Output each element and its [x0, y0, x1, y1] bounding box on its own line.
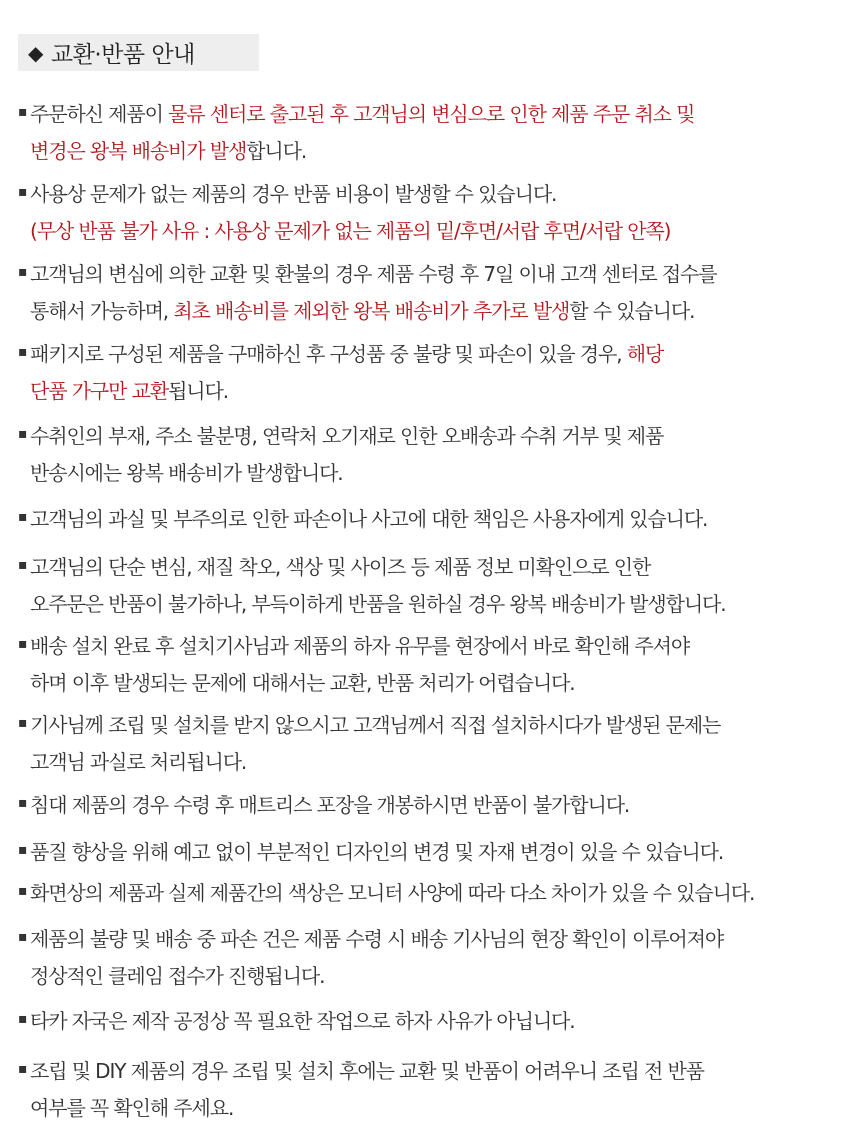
notice-line: 고객님의 과실 및 부주의로 인한 파손이나 사고에 대한 책임은 사용자에게 있습니다.	[30, 507, 708, 531]
bullet-icon: ▪	[18, 426, 27, 442]
notice-highlight: 단품 가구만 교환	[30, 379, 169, 403]
notice-item	[18, 549, 860, 623]
notice-item	[18, 96, 860, 170]
notice-line: 타카 자국은 제작 공정상 꼭 필요한 작업으로 하자 사유가 아닙니다.	[30, 1009, 575, 1033]
notice-item	[18, 501, 860, 538]
bullet-icon: ▪	[18, 557, 27, 573]
bullet-icon: ▪	[18, 842, 27, 858]
notice-line: 배송 설치 완료 후 설치기사님과 제품의 하자 유무를 현장에서 바로 확인해 주셔야	[30, 634, 690, 658]
notice-item	[18, 1053, 860, 1127]
notice-item	[18, 336, 860, 410]
notice-line: 기사님께 조립 및 설치를 받지 않으시고 고객님께서 직접 설치하시다가 발생된 문제는	[30, 713, 721, 737]
notice-line: 제품의 불량 및 배송 중 파손 건은 제품 수령 시 배송 기사님의 현장 확인이 이루어져야	[30, 927, 724, 951]
notice-line	[18, 373, 860, 410]
notice-line: 고객님 과실로 처리됩니다.	[30, 750, 247, 774]
section-title-text: 교환·반품 안내	[50, 42, 195, 68]
notice-item	[18, 787, 860, 824]
bullet-icon: ▪	[18, 264, 27, 280]
bullet-icon: ▪	[18, 929, 27, 945]
notice-item	[18, 834, 860, 871]
notice-line	[18, 176, 860, 213]
notice-text: 고객님의 변심에 의한 교환 및 환불의 경우 제품 수령 후 7일 이내 고객 센터로 접수를	[30, 262, 717, 286]
notice-line	[18, 96, 860, 133]
notice-item	[18, 921, 860, 995]
bullet-icon: ▪	[18, 883, 27, 899]
notice-line: 화면상의 제품과 실제 제품간의 색상은 모니터 사양에 따라 다소 차이가 있을 수 있습니다.	[30, 881, 755, 905]
notice-text: 할 수 있습니다.	[569, 299, 695, 323]
bullet-icon: ▪	[18, 1011, 27, 1027]
bullet-icon: ▪	[18, 636, 27, 652]
notice-line: 고객님의 단순 변심, 재질 착오, 색상 및 사이즈 등 제품 정보 미확인으로 인한	[30, 555, 651, 579]
notice-line	[18, 133, 860, 170]
section-title	[18, 34, 259, 71]
notice-line: 품질 향상을 위해 예고 없이 부분적인 디자인의 변경 및 자재 변경이 있을 수 있습니다.	[30, 840, 724, 864]
notice-text: 통해서 가능하며,	[30, 299, 174, 323]
notice-text: 됩니다.	[168, 379, 228, 403]
notice-line	[18, 213, 860, 250]
notice-item	[18, 628, 860, 702]
notice-line: 침대 제품의 경우 수령 후 매트리스 포장을 개봉하시면 반품이 불가합니다.	[30, 793, 630, 817]
bullet-icon: ▪	[18, 715, 27, 731]
notice-item	[18, 707, 860, 781]
notice-line: 하며 이후 발생되는 문제에 대해서는 교환, 반품 처리가 어렵습니다.	[30, 671, 575, 695]
notice-line: 반송시에는 왕복 배송비가 발생합니다.	[30, 461, 343, 485]
bullet-icon: ▪	[18, 184, 27, 200]
notice-line	[18, 256, 860, 293]
bullet-icon: ▪	[18, 795, 27, 811]
notice-item	[18, 1003, 860, 1040]
notice-line: 오주문은 반품이 불가하나, 부득이하게 반품을 원하실 경우 왕복 배송비가 발생합니다.	[30, 592, 726, 616]
notice-item	[18, 418, 860, 492]
diamond-icon: ◆	[28, 40, 43, 65]
notice-highlight: 변경은 왕복 배송비가 발생	[30, 139, 247, 163]
notice-item	[18, 256, 860, 330]
bullet-icon: ▪	[18, 104, 27, 120]
notice-highlight: 해당	[626, 342, 664, 366]
bullet-icon: ▪	[18, 1061, 27, 1077]
notice-highlight: (무상 반품 불가 사유 : 사용상 문제가 없는 제품의 밑/후면/서랍 후면/서랍 안쪽)	[30, 219, 671, 243]
notice-item	[18, 875, 860, 912]
notice-text: 패키지로 구성된 제품을 구매하신 후 구성품 중 불량 및 파손이 있을 경우,	[30, 342, 627, 366]
notice-highlight: 최초 배송비를 제외한 왕복 배송비가 추가로 발생	[173, 299, 570, 323]
bullet-icon: ▪	[18, 509, 27, 525]
notice-line: 수취인의 부재, 주소 불분명, 연락처 오기재로 인한 오배송과 수취 거부 및 제품	[30, 424, 664, 448]
notice-item	[18, 176, 860, 250]
notice-text: 합니다.	[246, 139, 307, 163]
notice-line	[18, 336, 860, 373]
bullet-icon: ▪	[18, 344, 27, 360]
notice-line: 여부를 꼭 확인해 주세요.	[30, 1096, 234, 1120]
notice-line: 조립 및 DIY 제품의 경우 조립 및 설치 후에는 교환 및 반품이 어려우니 조립 전 반품	[30, 1059, 704, 1083]
notice-text: 주문하신 제품이	[30, 102, 169, 126]
notice-text: 사용상 문제가 없는 제품의 경우 반품 비용이 발생할 수 있습니다.	[30, 182, 557, 206]
notice-line: 정상적인 클레임 접수가 진행됩니다.	[30, 964, 325, 988]
notice-line	[18, 293, 860, 330]
notice-highlight: 물류 센터로 출고된 후 고객님의 변심으로 인한 제품 주문 취소 및	[168, 102, 695, 126]
